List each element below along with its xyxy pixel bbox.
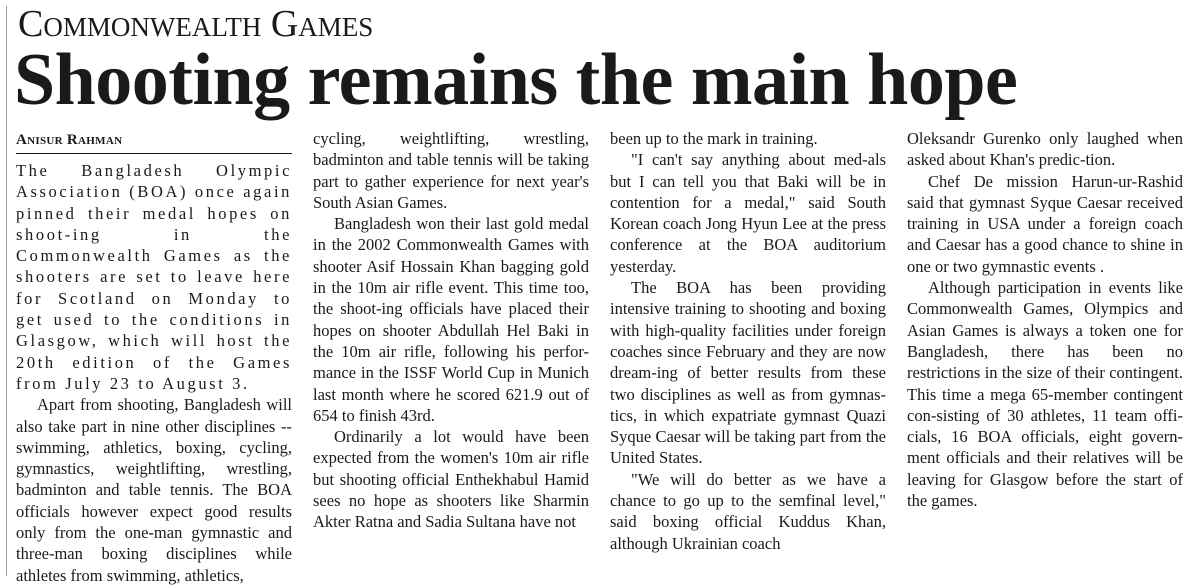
column-2: [313, 128, 589, 533]
paragraph: cycling, weightlifting, wrestling, badminton and table tennis will be taking part to gather experience for next year's South Asian Games.: [313, 129, 589, 212]
paragraph: Bangladesh won their last gold medal in the 2002 Commonwealth Games with shooter Asif Hossain Khan bagging gold in the 10m air rifle event. This time too, the shoot-ing officials have placed their hopes on shooter Abdullah Hel Baki in the 10m air rifle, following his perfor-mance in the ISSF World Cup in Munich last month where he scored 621.9 out of 654 to finish 43rd.: [313, 214, 589, 425]
paragraph: Chef De mission Harun-ur-Rashid said that gymnast Syque Caesar received training in USA under a foreign coach and Caesar has a good chance to shine in one or two gymnastic events .: [907, 171, 1183, 276]
paragraph: Although participation in events like Commonwealth Games, Olympics and Asian Games is always a token one for Bangladesh, there has been no restrictions in the size of their contingent. This time a mega 65-member contingent con-sisting of 30 athletes, 11 team offi-cials, 16 BOA officials, eight govern-ment officials and their relatives will be leaving for Glasgow before the start of the games.: [907, 278, 1183, 511]
column-4: [907, 128, 1183, 511]
byline: Anisur Rahman: [16, 132, 123, 148]
paragraph: Apart from shooting, Bangladesh will also take part in nine other disciplines -- swimming, athletics, boxing, cycling, gymnastics, weightlifting, wrestling, badminton and table tennis. The BOA officials however expect good results only from the one-man gymnastic and three-man boxing disciplines while athletes from swimming, athletics,: [16, 395, 292, 585]
paragraph: Oleksandr Gurenko only laughed when asked about Khan's predic-tion.: [907, 129, 1183, 170]
section-kicker: Commonwealth Games: [18, 3, 374, 45]
column-3: [610, 128, 886, 554]
headline: Shooting remains the main hope: [14, 39, 1018, 121]
byline-rule: [16, 153, 292, 154]
paragraph: been up to the mark in training.: [610, 129, 818, 148]
paragraph: "I can't say anything about med-als but I can tell you that Baki will be in contention for a medal," said South Korean coach Jong Hyun Lee at the press conference at the BOA auditorium yesterday.: [610, 150, 886, 276]
paragraph: The Bangladesh Olympic Association (BOA) once again pinned their medal hopes on shoot-ing in the Commonwealth Games as the shooters are set to leave here for Scotland on Monday to get used to the conditions in Glasgow, which will host the 20th edition of the Games from July 23 to August 3.: [16, 161, 292, 393]
column-1: [16, 128, 292, 586]
left-column-rule: [6, 6, 7, 576]
paragraph: "We will do better as we have a chance to go up to the semfinal level," said boxing official Kuddus Khan, although Ukrainian coach: [610, 469, 886, 553]
article-body: [16, 128, 1186, 585]
paragraph: Ordinarily a lot would have been expected from the women's 10m air rifle but shooting official Enthekhabul Hamid sees no hope as shooters like Sharmin Akter Ratna and Sadia Sultana have not: [313, 427, 589, 532]
paragraph: The BOA has been providing intensive training to shooting and boxing with high-quality facilities under foreign coaches since February and they are now dream-ing of better results from these two disciplines as well as from gymnas-tics, in which expatriate gymnast Quazi Syque Caesar will be taking part from the United States.: [610, 278, 886, 468]
